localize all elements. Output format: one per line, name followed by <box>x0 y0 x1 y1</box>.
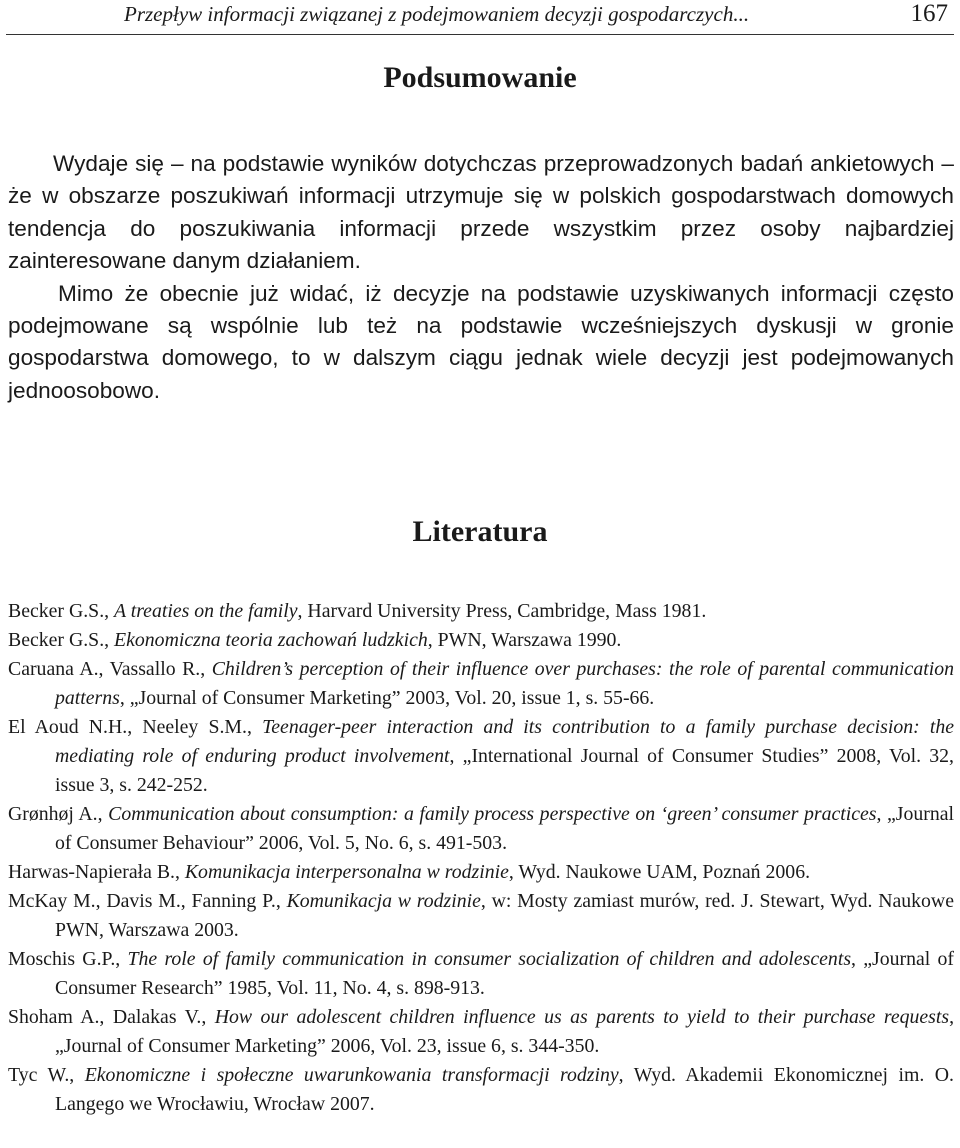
reference-item: Becker G.S., A treaties on the family, Harvard University Press, Cambridge, Mass 1981. <box>8 600 707 622</box>
section-title-summary: Podsumowanie <box>383 61 577 94</box>
reference-details: , PWN, Warszawa 1990. <box>427 629 622 651</box>
running-title: Przepływ informacji związanej z podejmowaniem decyzji gospodarczych... <box>124 2 750 26</box>
reference-title: Communication about consumption: a family process perspective on ‘green’ consumer practices <box>108 803 877 825</box>
reference-details: , „Journal of Consumer Research” 1985, Vol. 11, No. 4, s. 898-913. <box>55 948 954 999</box>
reference-title: The role of family communication in consumer socialization of children and adolescents <box>127 948 852 970</box>
reference-details: , Wyd. Akademii Ekonomicznej im. O. Langego we Wrocławiu, Wrocław 2007. <box>55 1064 954 1115</box>
reference-title: Children’s perception of their influence over purchases: the role of parental communication patterns <box>55 658 954 709</box>
reference-item: Caruana A., Vassallo R., Children’s perception of their influence over purchases: the role of parental communication patterns, „Journal of Consumer Marketing” 2003, Vol. 20, issue 1, s. 55-66. <box>8 658 954 709</box>
reference-title: A treaties on the family <box>114 600 298 622</box>
reference-details: , Wyd. Naukowe UAM, Poznań 2006. <box>508 861 811 883</box>
reference-details: , „Journal of Consumer Marketing” 2006, Vol. 23, issue 6, s. 344-350. <box>55 1006 955 1057</box>
reference-title: How our adolescent children influence us as parents to yield to their purchase requests <box>214 1006 950 1028</box>
summary-body <box>8 148 954 407</box>
reference-authors: Tyc W. <box>8 1064 70 1086</box>
reference-details: , „International Journal of Consumer Studies” 2008, Vol. 32, issue 3, s. 242-252. <box>55 745 954 796</box>
reference-authors: Becker G.S. <box>8 600 105 622</box>
reference-title: Teenager-peer interaction and its contribution to a family purchase decision: the mediating role of enduring product involvement <box>55 716 955 767</box>
reference-details: , w: Mosty zamiast murów, red. J. Stewart, Wyd. Naukowe PWN, Warszawa 2003. <box>55 890 954 941</box>
reference-title: Komunikacja w rodzinie <box>286 890 481 912</box>
reference-item: El Aoud N.H., Neeley S.M., Teenager-peer interaction and its contribution to a family purchase decision: the mediating role of enduring product involvement, „International Journal of Consumer Studies” 2008, Vol. 32, issue 3, s. 242-252. <box>8 716 955 796</box>
reference-authors: Becker G.S. <box>8 629 105 651</box>
reference-authors: Moschis G.P. <box>8 948 116 970</box>
reference-details: , Harvard University Press, Cambridge, Mass 1981. <box>297 600 707 622</box>
reference-item: Becker G.S., Ekonomiczna teoria zachowań ludzkich, PWN, Warszawa 1990. <box>8 629 622 651</box>
page-number: 167 <box>910 0 948 27</box>
reference-authors: Grønhøj A. <box>8 803 98 825</box>
reference-title: Komunikacja interpersonalna w rodzinie <box>184 861 509 883</box>
reference-item: Grønhøj A., Communication about consumption: a family process perspective on ‘green’ consumer practices, „Journal of Consumer Behaviour” 2006, Vol. 5, No. 6, s. 491-503. <box>8 803 955 854</box>
reference-authors: Caruana A., Vassallo R. <box>8 658 201 680</box>
reference-authors: McKay M., Davis M., Fanning P. <box>8 890 276 912</box>
section-title-references: Literatura <box>412 515 548 548</box>
reference-item: Shoham A., Dalakas V., How our adolescent children influence us as parents to yield to their purchase requests, „Journal of Consumer Marketing” 2006, Vol. 23, issue 6, s. 344-350. <box>8 1006 955 1057</box>
reference-authors: Shoham A., Dalakas V. <box>8 1006 202 1028</box>
reference-item: Moschis G.P., The role of family communication in consumer socialization of children and adolescents, „Journal of Consumer Research” 1985, Vol. 11, No. 4, s. 898-913. <box>8 948 954 999</box>
reference-item: McKay M., Davis M., Fanning P., Komunikacja w rodzinie, w: Mosty zamiast murów, red. J. Stewart, Wyd. Naukowe PWN, Warszawa 2003. <box>8 890 954 941</box>
reference-list <box>8 597 954 1119</box>
reference-authors: El Aoud N.H., Neeley S.M. <box>8 716 247 738</box>
reference-title: Ekonomiczna teoria zachowań ludzkich <box>114 629 428 651</box>
summary-paragraph: Wydaje się – na podstawie wyników dotychczas przeprowadzonych badań ankietowych – że w obszarze poszukiwań informacji utrzymuje się w polskich gospodarstwach domowych tendencja do poszukiwania informacji przede wszystkim przez osoby najbardziej zainteresowane danym działaniem. <box>8 151 954 274</box>
reference-authors: Harwas-Napierała B. <box>8 861 175 883</box>
reference-item: Harwas-Napierała B., Komunikacja interpersonalna w rodzinie, Wyd. Naukowe UAM, Poznań 2006. <box>8 861 811 883</box>
reference-item: Tyc W., Ekonomiczne i społeczne uwarunkowania transformacji rodziny, Wyd. Akademii Ekonomicznej im. O. Langego we Wrocławiu, Wrocław 2007. <box>8 1064 954 1115</box>
summary-paragraph: Mimo że obecnie już widać, iż decyzje na podstawie uzyskiwanych informacji często podejmowane są wspólnie lub też na podstawie wcześniejszych dyskusji w gronie gospodarstwa domowego, to w dalszym ciągu jednak wiele decyzji jest podejmowanych jednoosobowo. <box>8 280 954 403</box>
page-header <box>6 0 954 35</box>
reference-title: Ekonomiczne i społeczne uwarunkowania transformacji rodziny <box>84 1064 619 1086</box>
reference-details: , „Journal of Consumer Behaviour” 2006, Vol. 5, No. 6, s. 491-503. <box>55 803 955 854</box>
reference-details: , „Journal of Consumer Marketing” 2003, Vol. 20, issue 1, s. 55-66. <box>119 687 655 709</box>
